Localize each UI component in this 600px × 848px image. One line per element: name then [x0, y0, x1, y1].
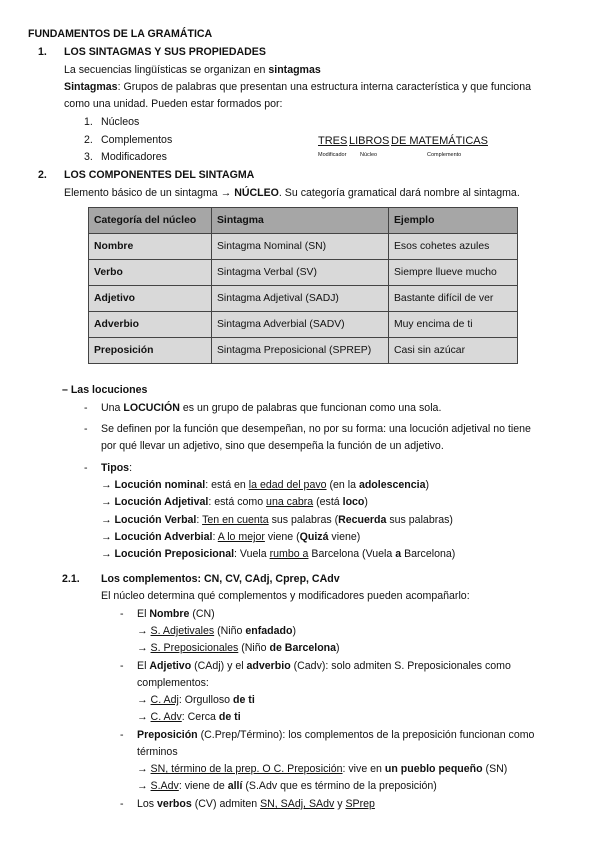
section-title: LOS SINTAGMAS Y SUS PROPIEDADES — [64, 46, 266, 58]
table-row — [89, 286, 518, 312]
table-header: Categoría del núcleo — [89, 208, 212, 234]
table-cell: Esos cohetes azules — [389, 234, 518, 260]
sub-item: → C. Adj: Orgulloso de ti — [137, 694, 255, 706]
table-cell: Adjetivo — [89, 286, 212, 312]
example-label-modifier: Modificador — [318, 152, 347, 158]
bullet-text-continued: complementos: — [137, 677, 209, 689]
section-number: 2. — [38, 169, 47, 181]
locution-adjetival: → Locución Adjetival: está como una cabra (está loco) — [101, 496, 368, 508]
table-cell: Verbo — [89, 260, 212, 286]
table-row — [89, 260, 518, 286]
subsection-heading: – Las locuciones — [62, 384, 148, 396]
table-row — [89, 234, 518, 260]
locution-adverbial: → Locución Adverbial: A lo mejor viene (Quizá viene) — [101, 531, 361, 543]
bullet-text: Se definen por la función que desempeñan, no por su forma: una locución adjetival no tiene — [101, 423, 531, 435]
list-number: 3. — [84, 151, 93, 163]
list-item: Núcleos — [101, 116, 140, 128]
bullet-dash: - — [120, 608, 124, 620]
sub-item: → S. Preposicionales (Niño de Barcelona) — [137, 642, 340, 654]
example-label-complement: Complemento — [427, 152, 462, 158]
table-cell: Sintagma Verbal (SV) — [212, 260, 389, 286]
definition-continued: como una unidad. Pueden estar formados por: — [64, 98, 283, 110]
table-cell: Nombre — [89, 234, 212, 260]
table-header: Sintagma — [212, 208, 389, 234]
sub-item: → S.Adv: viene de allí (S.Adv que es término de la preposición) — [137, 780, 437, 792]
section-title: Los complementos: CN, CV, CAdj, Cprep, CAdv — [101, 573, 340, 585]
bullet-dash: - — [84, 462, 88, 474]
locution-verbal: → Locución Verbal: Ten en cuenta sus palabras (Recuerda sus palabras) — [101, 514, 453, 526]
table-cell: Sintagma Adjetival (SADJ) — [212, 286, 389, 312]
category-table — [88, 207, 518, 364]
table-cell: Sintagma Adverbial (SADV) — [212, 312, 389, 338]
list-item: Modificadores — [101, 151, 167, 163]
table-cell: Siempre llueve mucho — [389, 260, 518, 286]
section-number: 2.1. — [62, 573, 80, 585]
table-cell: Casi sin azúcar — [389, 338, 518, 364]
bullet-text: Los verbos (CV) admiten SN, SAdj, SAdv y SPrep — [137, 798, 375, 810]
table-cell: Adverbio — [89, 312, 212, 338]
example-label-nucleus: Núcleo — [360, 152, 378, 158]
sub-item: → S. Adjetivales (Niño enfadado) — [137, 625, 296, 637]
example-word-modifier: TRES — [318, 135, 348, 147]
definition: Sintagmas: Grupos de palabras que presentan una estructura interna característica y que funciona — [64, 81, 531, 93]
sub-item: → C. Adv: Cerca de ti — [137, 711, 241, 723]
bullet-dash: - — [120, 798, 124, 810]
table-row — [89, 338, 518, 364]
table-header: Ejemplo — [389, 208, 518, 234]
tipos-label: Tipos: — [101, 462, 133, 474]
example-word-nucleus: LIBROS — [349, 135, 390, 147]
bullet-text-continued: términos — [137, 746, 178, 758]
table-cell: Sintagma Nominal (SN) — [212, 234, 389, 260]
bullet-text-continued: por qué llevar un adjetivo, sino que desempeña la función de un adjetivo. — [101, 440, 444, 452]
example-word-complement: DE MATEMÁTICAS — [391, 135, 488, 147]
bullet-dash: - — [84, 402, 88, 414]
table-cell: Preposición — [89, 338, 212, 364]
bullet-dash: - — [120, 729, 124, 741]
locution-nominal: → Locución nominal: está en la edad del pavo (en la adolescencia) — [101, 479, 430, 491]
bullet-dash: - — [84, 423, 88, 435]
section-number: 1. — [38, 46, 47, 58]
list-number: 1. — [84, 116, 93, 128]
list-item: Complementos — [101, 134, 173, 146]
bullet-text: Preposición (C.Prep/Término): los complementos de la preposición funcionan como — [137, 729, 535, 741]
bullet-dash: - — [120, 660, 124, 672]
bullet-text: El Adjetivo (CAdj) y el adverbio (Cadv): solo admiten S. Preposicionales como — [137, 660, 511, 672]
table-cell: Muy encima de ti — [389, 312, 518, 338]
paragraph: El núcleo determina qué complementos y modificadores pueden acompañarlo: — [101, 590, 470, 602]
table-row — [89, 312, 518, 338]
document-title: FUNDAMENTOS DE LA GRAMÁTICA — [28, 28, 213, 40]
sub-item: → SN, término de la prep. O C. Preposición: vive en un pueblo pequeño (SN) — [137, 763, 508, 775]
locution-preposicional: → Locución Preposicional: Vuela rumbo a Barcelona (Vuela a Barcelona) — [101, 548, 456, 560]
paragraph: La secuencias lingüísticas se organizan en sintagmas — [64, 64, 321, 76]
table-header-row — [89, 208, 518, 234]
section-title: LOS COMPONENTES DEL SINTAGMA — [64, 169, 255, 181]
table-cell: Bastante difícil de ver — [389, 286, 518, 312]
bullet-text: Una LOCUCIÓN es un grupo de palabras que funcionan como una sola. — [101, 402, 442, 414]
list-number: 2. — [84, 134, 93, 146]
table-cell: Sintagma Preposicional (SPREP) — [212, 338, 389, 364]
paragraph: Elemento básico de un sintagma → NÚCLEO. Su categoría gramatical dará nombre al sintagma. — [64, 187, 520, 199]
bullet-text: El Nombre (CN) — [137, 608, 215, 620]
